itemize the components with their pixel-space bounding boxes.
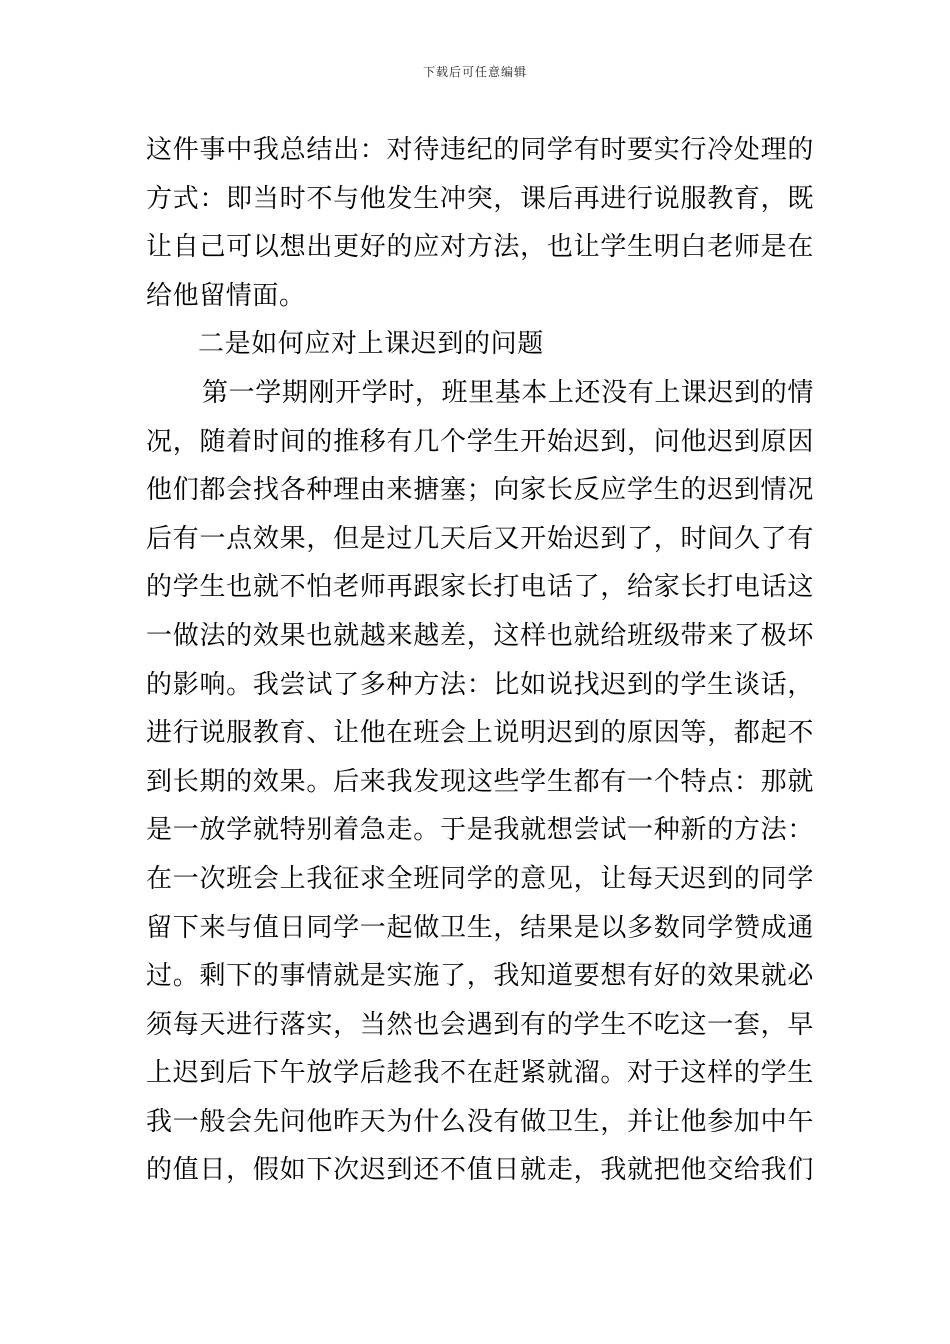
paragraph-line: 况，随着时间的推移有几个学生开始迟到，问他迟到原因	[146, 426, 814, 457]
paragraph-line: 上迟到后下午放学后趁我不在赶紧就溜。对于这样的学生	[146, 1058, 814, 1089]
paragraph-line: 的学生也就不怕老师再跟家长打电话了，给家长打电话这	[146, 572, 814, 603]
paragraph-line: 让自己可以想出更好的应对方法，也让学生明白老师是在	[146, 232, 814, 263]
paragraph-line: 留下来与值日同学一起做卫生，结果是以多数同学赞成通	[146, 912, 814, 943]
paragraph-line: 是一放学就特别着急走。于是我就想尝试一种新的方法：	[146, 815, 814, 846]
paragraph-line: 的影响。我尝试了多种方法：比如说找迟到的学生谈话，	[146, 669, 814, 700]
paragraph-line: 后有一点效果，但是过几天后又开始迟到了，时间久了有	[146, 523, 814, 554]
paragraph-line: 在一次班会上我征求全班同学的意见，让每天迟到的同学	[146, 863, 814, 894]
paragraph-line: 进行说服教育、让他在班会上说明迟到的原因等，都起不	[146, 718, 814, 749]
section-heading: 二是如何应对上课迟到的问题	[198, 329, 544, 360]
paragraph-line: 方式：即当时不与他发生冲突，课后再进行说服教育，既	[146, 183, 814, 214]
paragraph-line: 第一学期刚开学时，班里基本上还没有上课迟到的情	[202, 377, 814, 408]
paragraph-line: 的值日，假如下次迟到还不值日就走，我就把他交给我们	[146, 1155, 814, 1186]
paragraph-line: 一做法的效果也就越来越差，这样也就给班级带来了极坏	[146, 620, 814, 651]
header-note: 下载后可任意编辑	[422, 65, 527, 79]
paragraph-line: 过。剩下的事情就是实施了，我知道要想有好的效果就必	[146, 961, 814, 992]
paragraph-line: 给他留情面。	[146, 280, 306, 311]
body-text	[146, 126, 814, 1195]
paragraph-line: 到长期的效果。后来我发现这些学生都有一个特点：那就	[146, 766, 814, 797]
paragraph-line: 须每天进行落实，当然也会遇到有的学生不吃这一套，早	[146, 1009, 814, 1040]
paragraph-line: 他们都会找各种理由来搪塞；向家长反应学生的迟到情况	[146, 475, 814, 506]
paragraph-line: 我一般会先问他昨天为什么没有做卫生，并让他参加中午	[146, 1106, 814, 1137]
paragraph-line: 这件事中我总结出：对待违纪的同学有时要实行冷处理的	[146, 135, 814, 165]
